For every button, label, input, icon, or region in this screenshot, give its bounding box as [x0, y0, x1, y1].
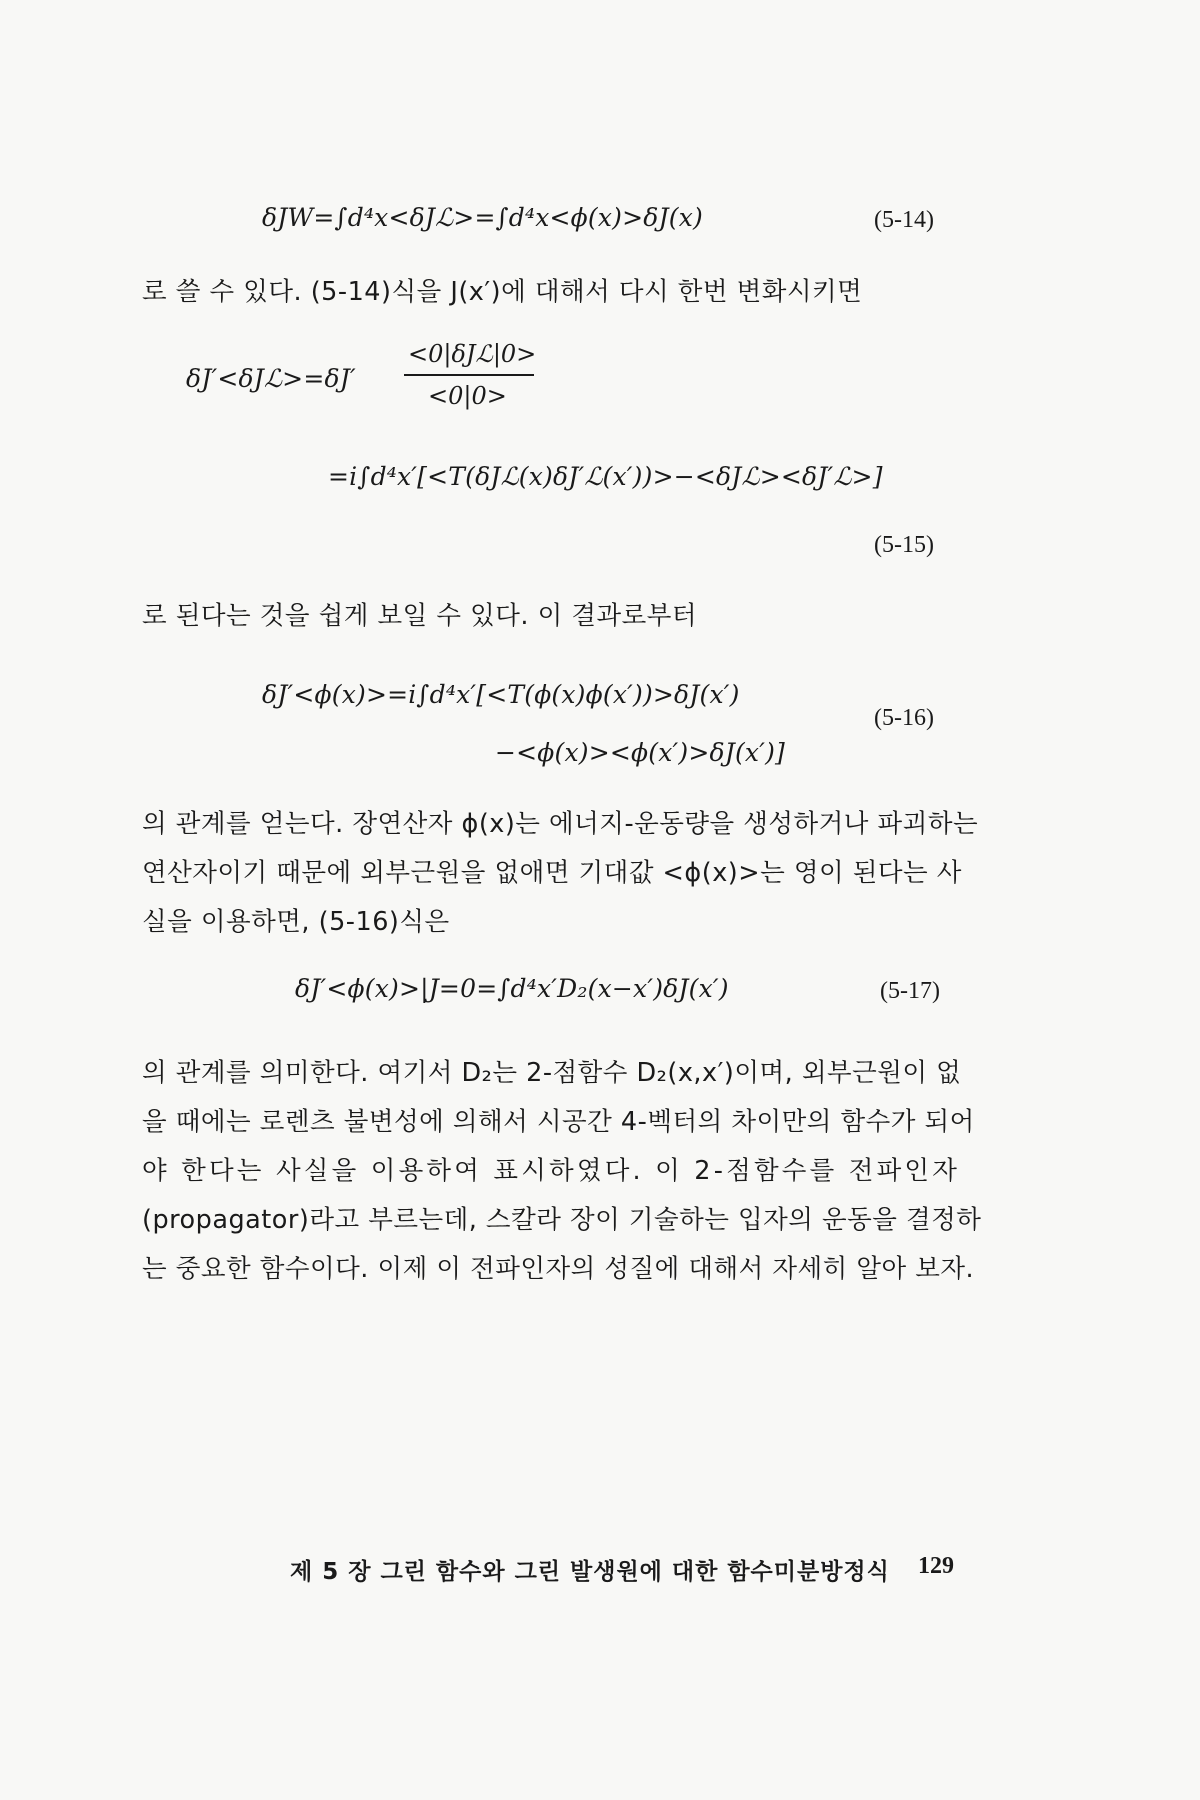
paragraph-line: 의 관계를 의미한다. 여기서 D₂는 2-점함수 D₂(x,x′)이며, 외부근원이 없: [142, 1058, 962, 1088]
paragraph-line: 실을 이용하면, (5-16)식은: [142, 907, 450, 937]
paragraph-line: 로 쓸 수 있다. (5-14)식을 J(x′)에 대해서 다시 한번 변화시키면: [142, 277, 863, 307]
equation-5-16-line-1: δJ′<ϕ(x)>=i∫d⁴x′[<T(ϕ(x)ϕ(x′))>δJ(x′): [262, 680, 740, 709]
running-footer-title: 제 5 장 그린 함수와 그린 발생원에 대한 함수미분방정식: [290, 1559, 890, 1585]
equation-number-5-17: (5-17): [880, 978, 940, 1004]
equation-5-16-line-2: −<ϕ(x)><ϕ(x′)>δJ(x′)]: [495, 738, 786, 767]
equation-5-14: δJW=∫d⁴x<δJℒ>=∫d⁴x<ϕ(x)>δJ(x): [262, 203, 703, 232]
equation-5-17: δJ′<ϕ(x)>|J=0=∫d⁴x′D₂(x−x′)δJ(x′): [295, 974, 729, 1003]
paragraph-line: 야 한다는 사실을 이용하여 표시하였다. 이 2-점함수를 전파인자: [142, 1156, 961, 1186]
paragraph-line: 는 중요한 함수이다. 이제 이 전파인자의 성질에 대해서 자세히 알아 보자.: [142, 1254, 975, 1284]
equation-number-5-16: (5-16): [874, 705, 934, 731]
equation-number-5-14: (5-14): [874, 207, 934, 233]
page-number: 129: [918, 1553, 954, 1579]
equation-5-15-line-2: =i∫d⁴x′[<T(δJℒ(x)δJ′ℒ(x′))>−<δJℒ><δJ′ℒ>]: [328, 462, 883, 491]
equation-number-5-15: (5-15): [874, 532, 934, 558]
paragraph-line: 연산자이기 때문에 외부근원을 없애면 기대값 <ϕ(x)>는 영이 된다는 사: [142, 858, 962, 888]
equation-5-15-fraction-numerator: <0|δJℒ|0>: [408, 340, 537, 368]
paragraph-line: 의 관계를 얻는다. 장연산자 ϕ(x)는 에너지-운동량을 생성하거나 파괴하는: [142, 809, 979, 839]
paragraph-line: 을 때에는 로렌츠 불변성에 의해서 시공간 4-벡터의 차이만의 함수가 되어: [142, 1107, 975, 1137]
paragraph-line: 로 된다는 것을 쉽게 보일 수 있다. 이 결과로부터: [142, 601, 697, 631]
fraction-bar: [404, 374, 534, 376]
paragraph-line: (propagator)라고 부르는데, 스칼라 장이 기술하는 입자의 운동을 결정하: [142, 1205, 982, 1235]
equation-5-15-lhs: δJ′<δJℒ>=δJ′: [186, 364, 356, 393]
equation-5-15-fraction-denominator: <0|0>: [428, 382, 507, 410]
